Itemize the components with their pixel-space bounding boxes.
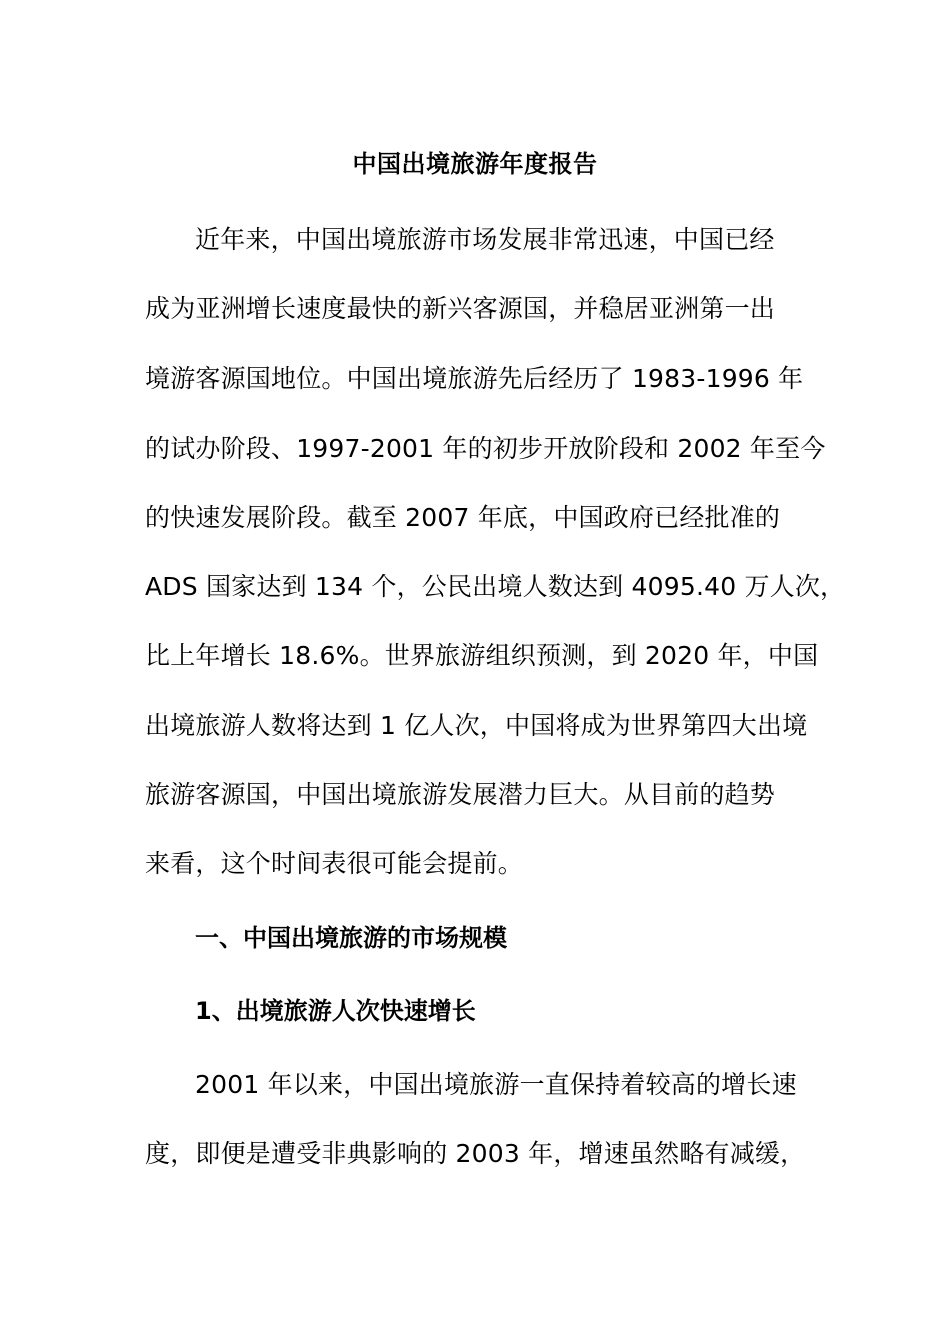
paragraph-line: 比上年增长 18.6%。世界旅游组织预测，到 2020 年，中国 [145, 641, 819, 670]
paragraph-line: 境游客源国地位。中国出境旅游先后经历了 1983-1996 年 [145, 364, 804, 393]
paragraph-line: 成为亚洲增长速度最快的新兴客源国，并稳居亚洲第一出 [145, 294, 776, 323]
paragraph-line: ADS 国家达到 134 个，公民出境人数达到 4095.40 万人次， [145, 572, 846, 601]
document-title: 中国出境旅游年度报告 [352, 150, 598, 178]
paragraph-line: 来看，这个时间表很可能会提前。 [145, 849, 524, 878]
paragraph-line: 的快速发展阶段。截至 2007 年底，中国政府已经批准的 [145, 503, 781, 532]
paragraph-line: 度，即便是遭受非典影响的 2003 年，增速虽然略有减缓， [145, 1139, 806, 1168]
paragraph-line: 旅游客源国，中国出境旅游发展潜力巨大。从目前的趋势 [145, 780, 776, 809]
paragraph-line: 2001 年以来，中国出境旅游一直保持着较高的增长速 [195, 1070, 797, 1099]
paragraph-line: 出境旅游人数将达到 1 亿人次，中国将成为世界第四大出境 [145, 711, 808, 740]
section-heading: 一、中国出境旅游的市场规模 [195, 924, 507, 952]
paragraph-line: 近年来，中国出境旅游市场发展非常迅速，中国已经 [195, 225, 775, 254]
subsection-heading: 1、出境旅游人次快速增长 [195, 997, 476, 1025]
paragraph-line: 的试办阶段、1997-2001 年的初步开放阶段和 2002 年至今 [145, 434, 826, 463]
